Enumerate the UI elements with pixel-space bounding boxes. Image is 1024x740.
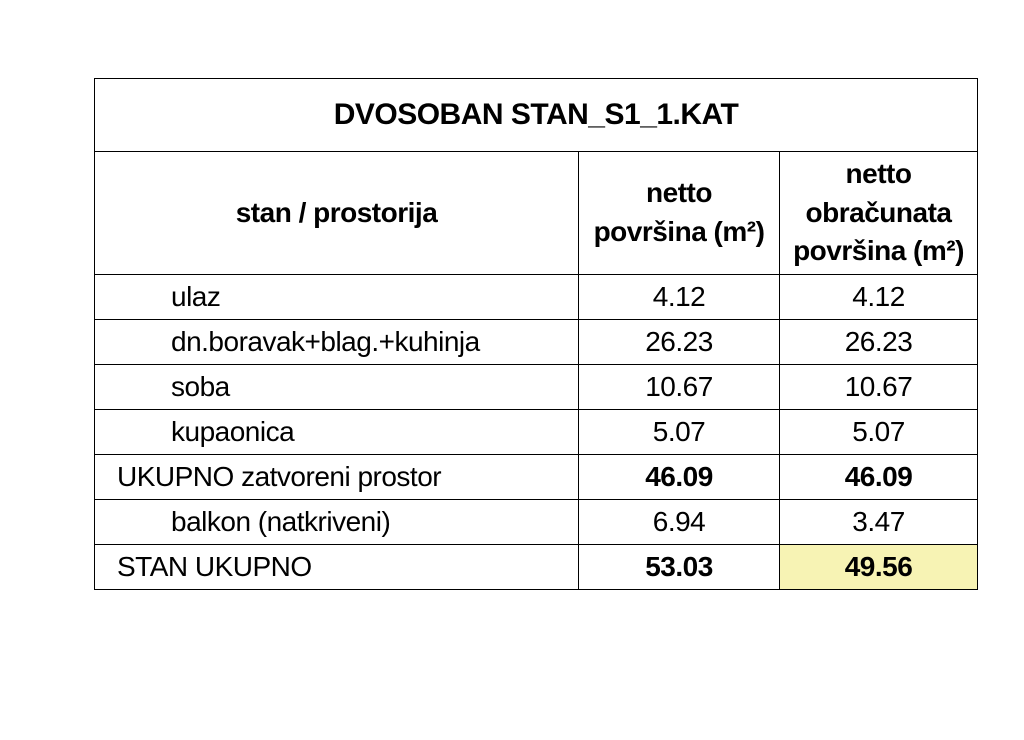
table-row-closed-total	[95, 455, 978, 500]
netto-value: 10.67	[579, 365, 780, 410]
room-name: STAN UKUPNO	[95, 545, 579, 590]
netto-value: 46.09	[579, 455, 780, 500]
table-title: DVOSOBAN STAN_S1_1.KAT	[95, 79, 978, 152]
netto-value: 4.12	[579, 275, 780, 320]
calculated-value: 10.67	[780, 365, 978, 410]
header-calculated-area	[780, 152, 978, 275]
table-row-ulaz	[95, 275, 978, 320]
room-name: dn.boravak+blag.+kuhinja	[95, 320, 579, 365]
room-name: balkon (natkriveni)	[95, 500, 579, 545]
area-table	[94, 78, 978, 590]
room-name: UKUPNO zatvoreni prostor	[95, 455, 579, 500]
table-row-apartment-total	[95, 545, 978, 590]
calculated-value: 46.09	[780, 455, 978, 500]
title-row	[95, 79, 978, 152]
netto-value: 5.07	[579, 410, 780, 455]
header-netto-area	[579, 152, 780, 275]
table-row-kupaonica	[95, 410, 978, 455]
table-row-soba	[95, 365, 978, 410]
room-name: soba	[95, 365, 579, 410]
header-row	[95, 152, 978, 275]
netto-value: 53.03	[579, 545, 780, 590]
header-room-label: stan / prostorija	[235, 196, 438, 228]
header-netto-line2: površina (m²)	[593, 216, 765, 247]
room-name: kupaonica	[95, 410, 579, 455]
calculated-value: 4.12	[780, 275, 978, 320]
header-calc-line1: netto	[845, 158, 912, 190]
table-row-living	[95, 320, 978, 365]
room-name: ulaz	[95, 275, 579, 320]
netto-value: 6.94	[579, 500, 780, 545]
calculated-value: 5.07	[780, 410, 978, 455]
header-calc-line2: obračunata	[805, 196, 952, 228]
calculated-total-highlight: 49.56	[780, 545, 978, 590]
header-netto-line1: netto	[646, 177, 712, 209]
calculated-value: 3.47	[780, 500, 978, 545]
calculated-value: 26.23	[780, 320, 978, 365]
header-room	[95, 152, 579, 275]
header-calc-line3: površina (m²)	[793, 235, 964, 267]
table-row-balkon	[95, 500, 978, 545]
netto-value: 26.23	[579, 320, 780, 365]
